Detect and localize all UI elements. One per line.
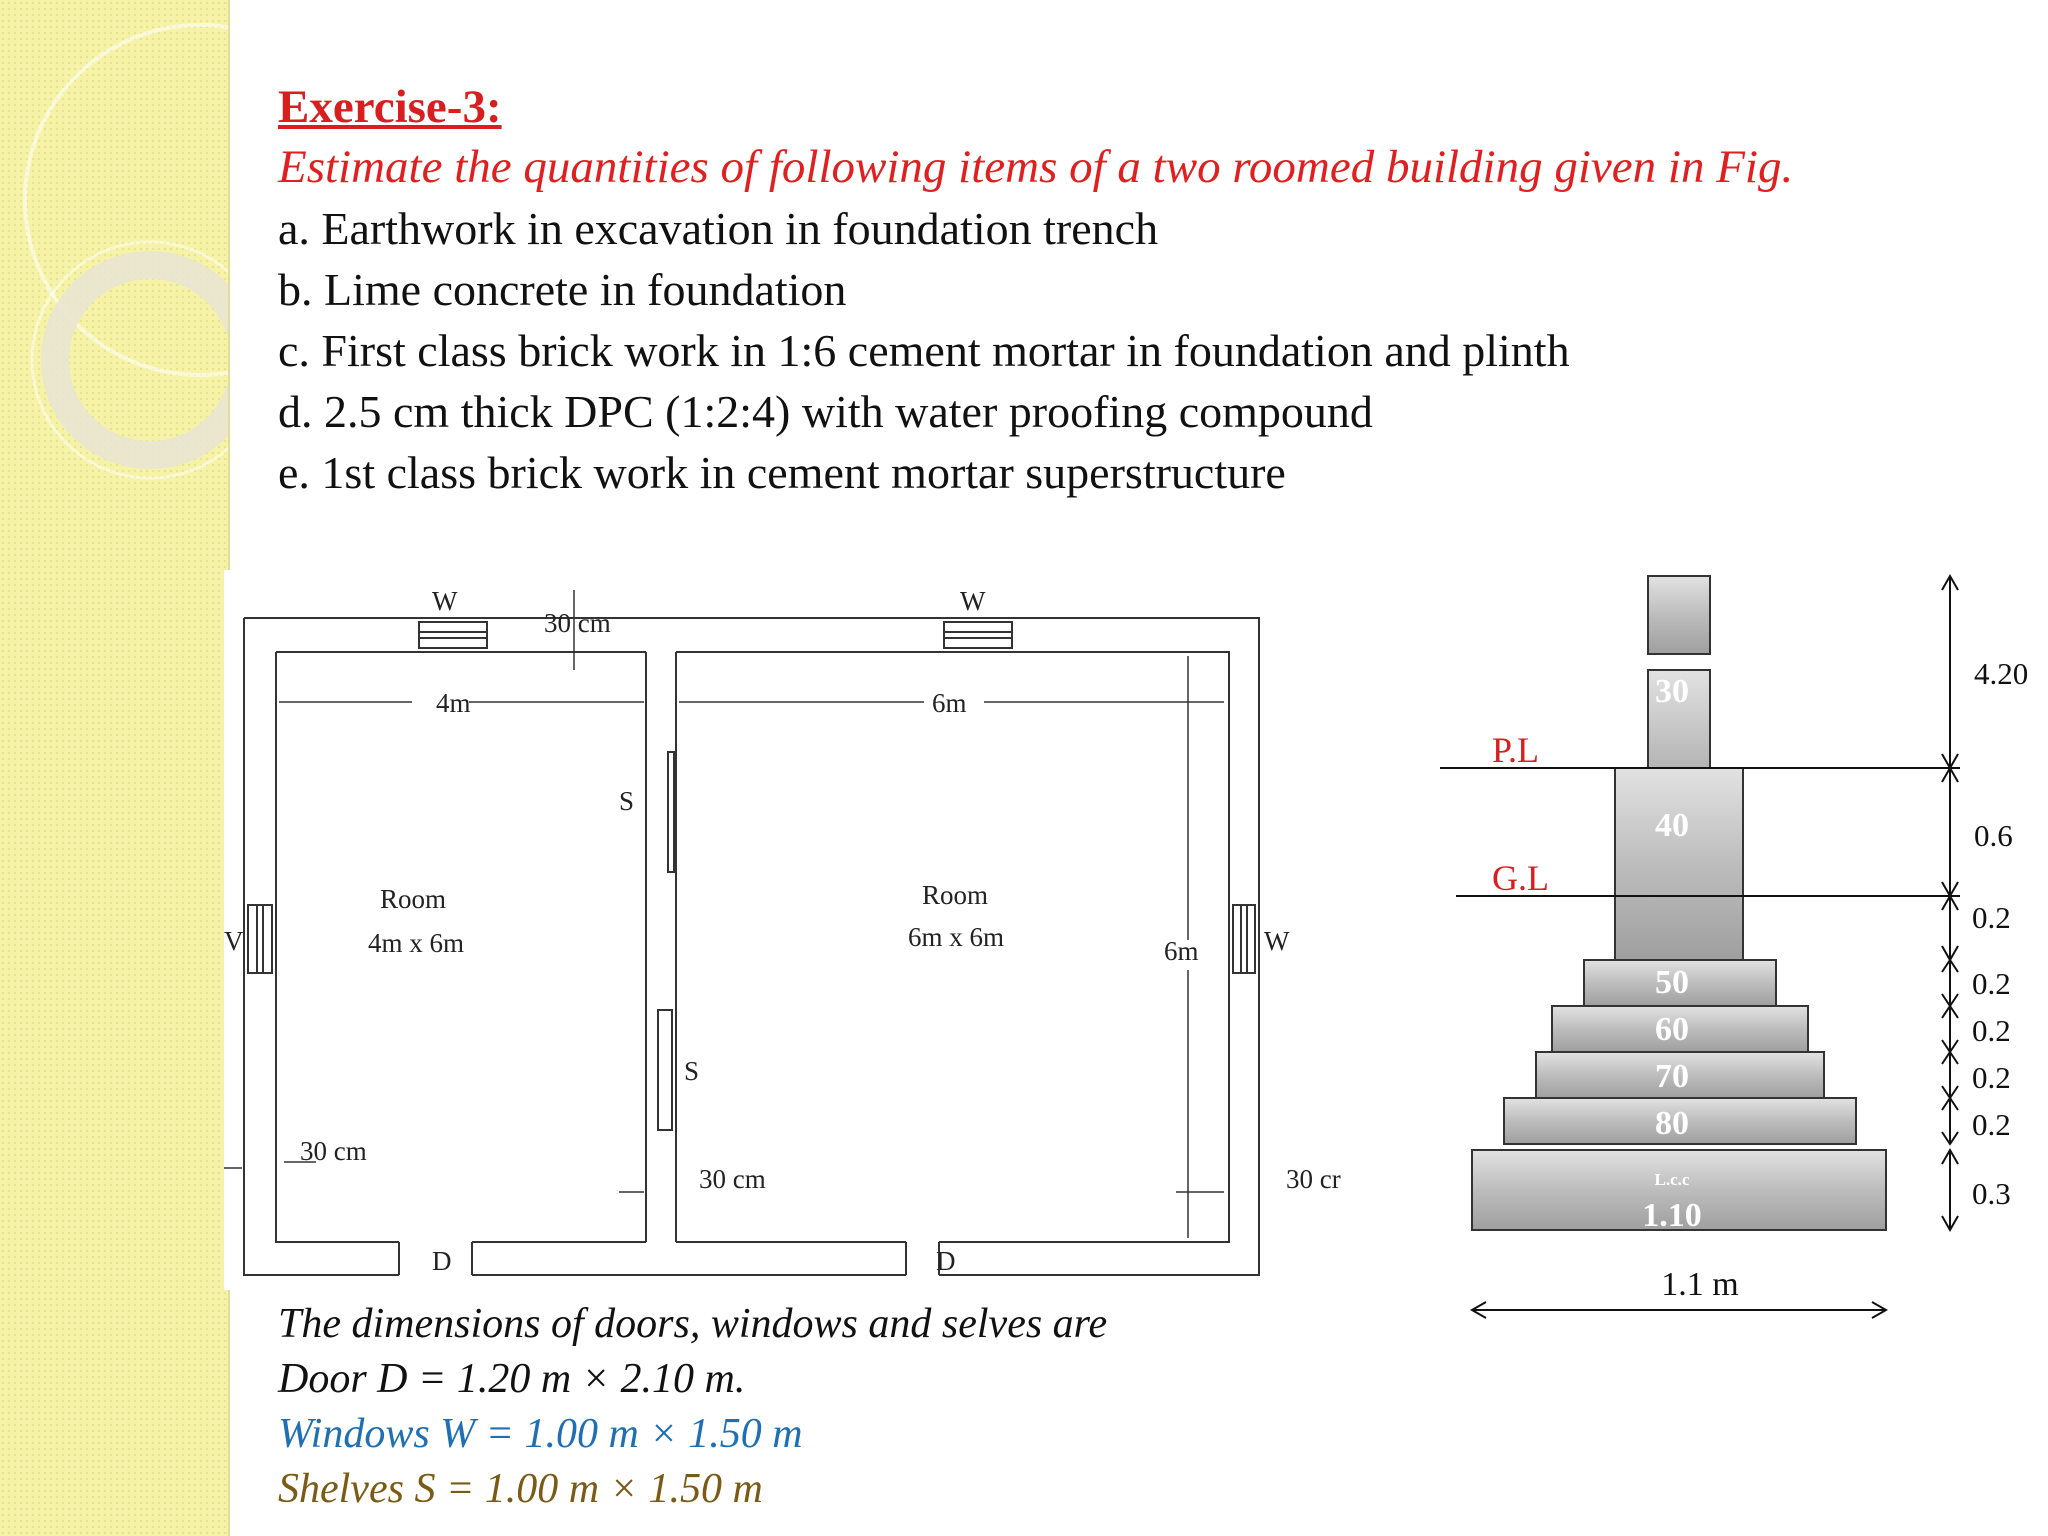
width-30: 30 [1655, 673, 1689, 710]
window-top-left [419, 622, 487, 648]
room1-size: 4m x 6m [368, 928, 465, 958]
exercise-instruction: Estimate the quantities of following items of a two roomed building given in Fig. [278, 141, 1794, 193]
lcc-label: L.c.c [1654, 1170, 1690, 1189]
decorative-sidebar [0, 0, 230, 1536]
item-b: b. Lime concrete in foundation [278, 264, 847, 315]
left-edge-label: V [224, 926, 244, 956]
window-label-3: W [1264, 926, 1290, 956]
room2-width-label: 6m [932, 688, 967, 718]
width-40: 40 [1655, 807, 1689, 844]
floor-plan [224, 570, 1374, 1290]
room2-depth-label: 6m [1164, 936, 1199, 966]
room2-size: 6m x 6m [908, 922, 1005, 952]
window-right [1233, 905, 1255, 973]
width-80: 80 [1655, 1105, 1689, 1142]
wall-thickness-right: 30 cr [1286, 1164, 1341, 1194]
height-0-6: 0.6 [1974, 818, 2013, 853]
width-50: 50 [1655, 964, 1689, 1001]
shelf-lower [658, 1010, 672, 1130]
window-dimensions: Windows W = 1.00 m × 1.50 m [278, 1411, 803, 1457]
width-70: 70 [1655, 1058, 1689, 1095]
item-d: d. 2.5 cm thick DPC (1:2:4) with water proofing compound [278, 386, 1373, 437]
shelf-label-2: S [684, 1056, 700, 1086]
height-0-3: 0.3 [1972, 1176, 2011, 1211]
height-4-20: 4.20 [1974, 656, 2029, 691]
base-width-label: 1.1 m [1661, 1266, 1739, 1303]
width-60: 60 [1655, 1011, 1689, 1048]
room2-name: Room [922, 880, 989, 910]
exercise-heading: Exercise-3: [278, 81, 502, 133]
item-e: e. 1st class brick work in cement mortar superstructure [278, 447, 1286, 498]
door-label-1: D [432, 1246, 452, 1276]
height-0-2-b: 0.2 [1972, 966, 2011, 1001]
room1-name: Room [380, 884, 447, 914]
dimensions-intro: The dimensions of doors, windows and selves are [278, 1301, 1108, 1347]
height-0-2-e: 0.2 [1972, 1107, 2011, 1142]
wall-cap-block [1648, 576, 1710, 654]
door-label-2: D [936, 1246, 956, 1276]
sidebar-ring-decoration [0, 0, 228, 1536]
height-0-2-c: 0.2 [1972, 1013, 2011, 1048]
wall-thickness-middle: 30 cm [699, 1164, 766, 1194]
ground-level-label: G.L [1492, 858, 1549, 898]
door-dimensions: Door D = 1.20 m × 2.10 m. [278, 1356, 746, 1402]
shelf-upper [668, 752, 674, 872]
wall-thickness-top: 30 cm [544, 608, 611, 638]
window-label-1: W [432, 586, 458, 616]
window-top-right [944, 622, 1012, 648]
foundation-section [1420, 560, 2045, 1330]
item-a: a. Earthwork in excavation in foundation trench [278, 203, 1159, 254]
height-0-2-a: 0.2 [1972, 900, 2011, 935]
room1-width-label: 4m [436, 688, 471, 718]
plinth-level-label: P.L [1492, 730, 1540, 770]
shelf-dimensions: Shelves S = 1.00 m × 1.50 m [278, 1466, 763, 1512]
lcc-width: 1.10 [1642, 1197, 1702, 1234]
height-0-2-d: 0.2 [1972, 1060, 2011, 1095]
window-left [248, 905, 272, 973]
wall-thickness-left: 30 cm [300, 1136, 367, 1166]
plinth-40 [1615, 768, 1743, 960]
item-c: c. First class brick work in 1:6 cement mortar in foundation and plinth [278, 325, 1570, 376]
shelf-label-1: S [619, 786, 635, 816]
window-label-2: W [960, 586, 986, 616]
